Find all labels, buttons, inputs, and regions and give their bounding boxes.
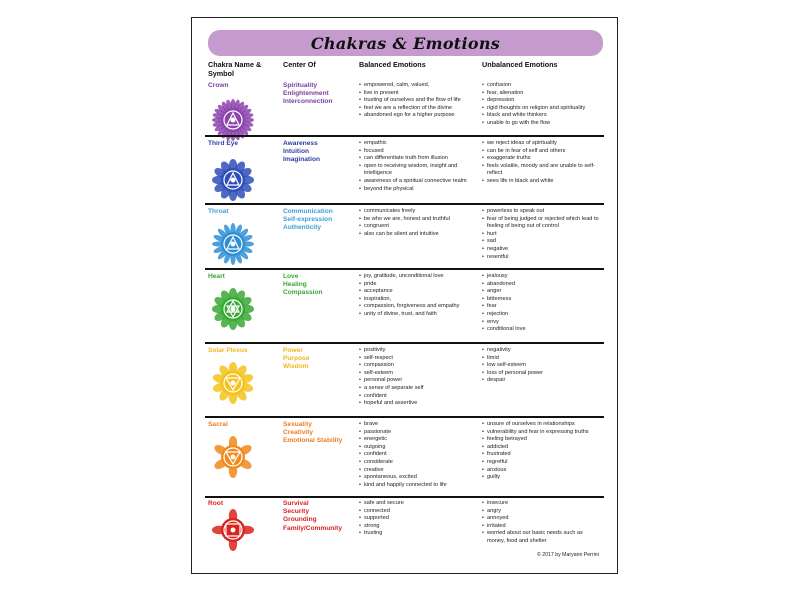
balanced-emotion-item: • focused [359,148,477,156]
center-of-item: Authenticity [283,224,322,232]
balanced-emotion-item: • brave [359,421,477,429]
symbol-center-dot [231,242,236,247]
unbalanced-emotions-list [482,82,602,128]
balanced-emotion-item: • personal power [359,377,477,385]
unbalanced-emotion-item: • fear of being judged or rejected which lead to feeling of being out of control [482,216,602,231]
unbalanced-emotion-item: • unsure of ourselves in relationships [482,421,602,429]
chakra-name: Throat [208,208,229,215]
center-of-item: Emotional Stability [283,437,343,445]
row-divider [205,342,604,344]
chakra-row-root [205,500,604,580]
header-name-line1: Chakra Name & [208,60,262,69]
unbalanced-emotion-item: • negativity [482,347,602,355]
balanced-emotion-item: • beyond the physical [359,186,477,194]
chakra-name: Sacral [208,421,228,428]
chakra-name: Third Eye [208,140,239,147]
balanced-emotion-item: • safe and secure [359,500,477,508]
unbalanced-emotion-item: • low self-esteem [482,362,602,370]
header-chakra-name [208,61,261,78]
balanced-emotion-item: • positivity [359,347,477,355]
balanced-emotion-item: • outgoing [359,444,477,452]
symbol-center-dot [231,381,236,386]
unbalanced-emotion-item: • anxious [482,467,602,475]
unbalanced-emotion-item: • we reject ideas of spirituality [482,140,602,148]
balanced-emotion-item: • self-esteem [359,370,477,378]
unbalanced-emotion-item: • fear [482,303,602,311]
unbalanced-emotion-item: • rejection [482,311,602,319]
unbalanced-emotion-item: • jealousy [482,273,602,281]
balanced-emotion-item: • connected [359,508,477,516]
center-of-item: Compassion [283,289,323,297]
header-balanced: Balanced Emotions [359,60,426,69]
chakra-symbol [211,508,255,552]
chakra-name: Root [208,500,224,507]
unbalanced-emotion-item: • regretful [482,459,602,467]
balanced-emotion-item: • confident [359,393,477,401]
unbalanced-emotion-item: • annoyed [482,515,602,523]
center-of-item: Survival [283,500,309,507]
symbol-center-dot [231,118,236,123]
unbalanced-emotion-item: • conditional love [482,326,602,334]
balanced-emotion-item: • supported [359,515,477,523]
center-of-list [283,500,342,533]
balanced-emotion-item: • unity of divine, trust, and faith [359,311,477,319]
balanced-emotion-item: • feel we are a reflection of the divine [359,105,477,113]
unbalanced-emotion-item: • black and white thinkers [482,112,602,120]
unbalanced-emotion-item: • frustrated [482,451,602,459]
center-of-list [283,208,333,233]
balanced-emotion-item: • congruent [359,223,477,231]
unbalanced-emotion-item: • vulnerability and fear in expressing truths [482,429,602,437]
center-of-item: Security [283,508,310,516]
unbalanced-emotion-item: • despair [482,377,602,385]
center-of-list [283,421,342,446]
unbalanced-emotion-item: • feels volatile, moody and are unable to self-reflect [482,163,602,178]
row-divider [205,416,604,418]
chakra-symbol-icon [211,287,255,331]
balanced-emotion-item: • can differentiate truth from illusion [359,155,477,163]
title-banner [208,30,603,56]
chakra-row-sacral [205,421,604,496]
balanced-emotion-item: • energetic [359,436,477,444]
unbalanced-emotion-item: • insecure [482,500,602,508]
balanced-emotion-item: • spontaneous, excited [359,474,477,482]
unbalanced-emotion-item: • guilty [482,474,602,482]
center-of-item: Healing [283,281,307,289]
balanced-emotions-list [359,347,477,408]
row-divider [205,496,604,498]
chakra-symbol-icon [211,158,255,202]
chakra-row-crown [205,82,604,135]
balanced-emotion-item: • communicates freely [359,208,477,216]
balanced-emotion-item: • kind and happily connected to life [359,482,477,490]
unbalanced-emotions-list [482,421,602,482]
unbalanced-emotion-item: • can be in fear of self and others [482,148,602,156]
symbol-center-dot [231,307,236,312]
chakra-row-throat [205,208,604,268]
header-name-line2: Symbol [208,68,234,78]
unbalanced-emotion-item: • loss of personal power [482,370,602,378]
balanced-emotions-list [359,273,477,319]
chakra-symbol [211,222,255,266]
balanced-emotions-list [359,500,477,538]
center-of-item: Intuition [283,148,309,156]
center-of-item: Self-expression [283,216,333,224]
unbalanced-emotion-item: • fear, alienation [482,90,602,98]
balanced-emotion-item: • confident [359,451,477,459]
balanced-emotions-list [359,140,477,193]
balanced-emotion-item: • compassion [359,362,477,370]
center-of-item: Imagination [283,156,320,164]
center-of-item: Spirituality [283,82,318,89]
unbalanced-emotions-list [482,208,602,261]
balanced-emotion-item: • abandoned ego for a higher purpose [359,112,477,120]
balanced-emotion-item: • live in present [359,90,477,98]
balanced-emotion-item: • compassion, forgiveness and empathy [359,303,477,311]
unbalanced-emotions-list [482,347,602,385]
balanced-emotion-item: • be who we are, honest and truthful [359,216,477,224]
chakra-symbol-icon [211,222,255,266]
balanced-emotions-list [359,208,477,238]
balanced-emotion-item: • self-respect [359,355,477,363]
balanced-emotion-item: • considerate [359,459,477,467]
unbalanced-emotion-item: • abandoned [482,281,602,289]
center-of-item: Interconnection [283,98,333,106]
balanced-emotion-item: • trusting [359,530,477,538]
chakra-symbol-icon [211,361,255,405]
unbalanced-emotion-item: • depression [482,97,602,105]
balanced-emotion-item: • open to receiving wisdom, insight and intelligence [359,163,477,178]
chakra-symbol [211,361,255,405]
center-of-item: Wisdom [283,363,309,371]
unbalanced-emotions-list [482,140,602,186]
balanced-emotion-item: • a sense of separate self [359,385,477,393]
chakra-name: Heart [208,273,225,280]
balanced-emotion-item: • also can be silent and intuitive [359,231,477,239]
row-divider [205,268,604,270]
balanced-emotion-item: • awareness of a spiritual connective realm [359,178,477,186]
center-of-item: Sexuality [283,421,312,428]
center-of-item: Purpose [283,355,310,363]
chakra-symbol [211,287,255,331]
center-of-item: Communication [283,208,333,215]
page-title: Chakras & Emotions [310,33,501,53]
unbalanced-emotions-list [482,500,602,546]
unbalanced-emotion-item: • unable to go with the flow [482,120,602,128]
center-of-item: Love [283,273,299,280]
symbol-center-dot [231,178,236,183]
center-of-list [283,82,332,107]
chakra-row-third-eye [205,140,604,203]
symbol-center-dot [231,455,236,460]
center-of-item: Awareness [283,140,318,147]
unbalanced-emotion-item: • negative [482,246,602,254]
center-of-item: Family/Community [283,524,342,532]
center-of-item: Grounding [283,516,317,524]
chakra-symbol [211,435,255,479]
header-unbalanced: Unbalanced Emotions [482,60,558,69]
chakra-name: Crown [208,82,229,89]
unbalanced-emotion-item: • resentful [482,254,602,262]
balanced-emotion-item: • empowered, calm, valued, [359,82,477,90]
balanced-emotions-list [359,82,477,120]
chakra-row-solar-plexus [205,347,604,416]
copyright-notice: © 2017 by Maryann Perrini [537,552,599,558]
symbol-center-dot [231,528,236,533]
center-of-item: Creativity [283,429,314,437]
unbalanced-emotion-item: • sees life in black and white [482,178,602,186]
unbalanced-emotion-item: • confusion [482,82,602,90]
balanced-emotion-item: • passionate [359,429,477,437]
unbalanced-emotion-item: • sad [482,238,602,246]
center-of-item: Power [283,347,303,354]
row-divider [205,203,604,205]
balanced-emotion-item: • empathic [359,140,477,148]
unbalanced-emotion-item: • rigid thoughts on religion and spirituality [482,105,602,113]
balanced-emotion-item: • inspiration, [359,296,477,304]
balanced-emotion-item: • strong [359,523,477,531]
unbalanced-emotion-item: • feeling betrayed [482,436,602,444]
header-center-of: Center Of [283,60,316,69]
center-of-list [283,347,309,372]
chakra-symbol [211,158,255,202]
unbalanced-emotion-item: • bitterness [482,296,602,304]
chakra-row-heart [205,273,604,342]
unbalanced-emotion-item: • angry [482,508,602,516]
balanced-emotions-list [359,421,477,489]
unbalanced-emotions-list [482,273,602,334]
chakra-symbol-icon [211,508,255,552]
chakra-name: Solar Plexus [208,347,248,354]
unbalanced-emotion-item: • anger [482,288,602,296]
center-of-list [283,273,323,298]
chakra-symbol-icon [211,435,255,479]
unbalanced-emotion-item: • worried about our basic needs such as money, food and shelter [482,530,602,545]
balanced-emotion-item: • acceptance [359,288,477,296]
center-of-list [283,140,320,165]
unbalanced-emotion-item: • irritated [482,523,602,531]
unbalanced-emotion-item: • envy [482,319,602,327]
balanced-emotion-item: • creative [359,467,477,475]
unbalanced-emotion-item: • addicted [482,444,602,452]
unbalanced-emotion-item: • timid [482,355,602,363]
unbalanced-emotion-item: • hurt [482,231,602,239]
balanced-emotion-item: • pride [359,281,477,289]
balanced-emotion-item: • trusting of ourselves and the flow of life [359,97,477,105]
balanced-emotion-item: • hopeful and assertive [359,400,477,408]
center-of-item: Enlightenment [283,90,329,98]
row-divider [205,135,604,137]
balanced-emotion-item: • joy, gratitude, unconditional love [359,273,477,281]
unbalanced-emotion-item: • powerless to speak out [482,208,602,216]
unbalanced-emotion-item: • exaggerate truths [482,155,602,163]
